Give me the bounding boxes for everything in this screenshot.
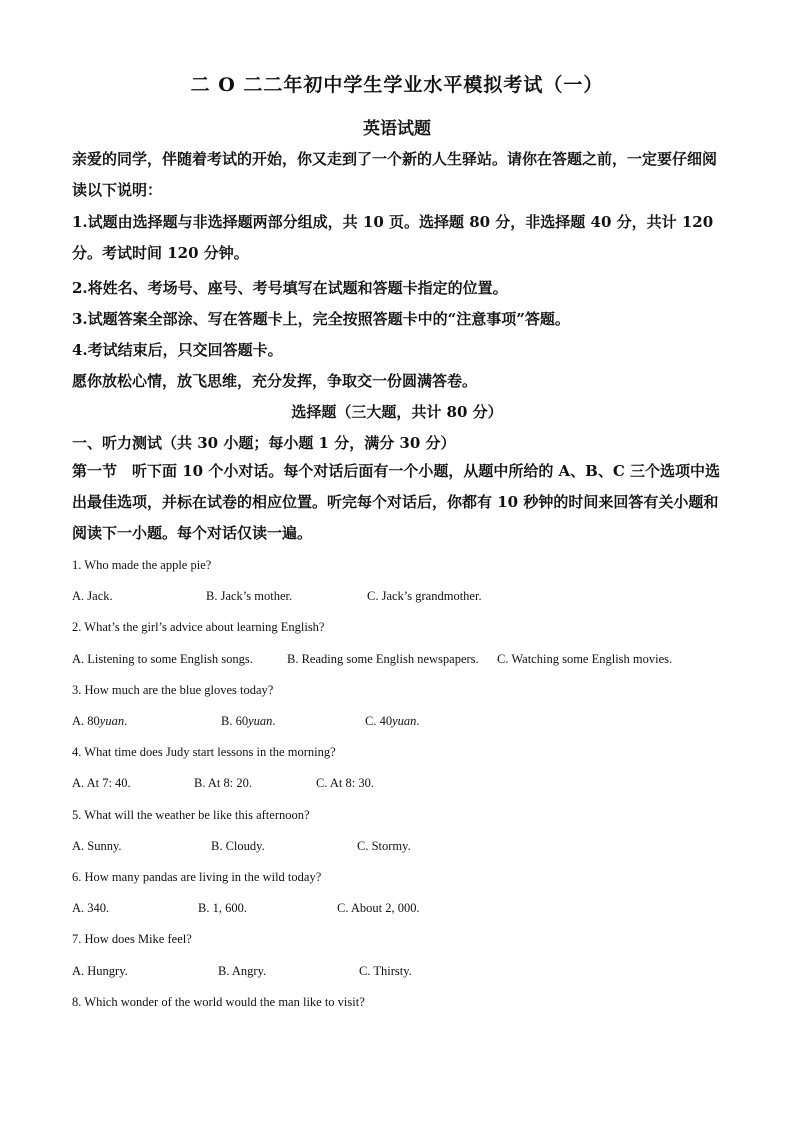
section-heading: 选择题（三大题，共计 80 分） <box>291 403 503 421</box>
rule-1: 1.试题由选择题与非选择题两部分组成，共 10 页。选择题 80 分，非选择题 40 分，共计 120 分。考试时间 120 分钟。 <box>72 213 714 262</box>
q1-option-c: C. Jack’s grandmother. <box>367 589 482 603</box>
rule-2: 2.将姓名、考场号、座号、考号填写在试题和答题卡指定的位置。 <box>72 279 508 297</box>
exam-title: 二 O 二二年初中学生学业水平模拟考试（一） <box>190 74 604 96</box>
part-1-instruction: 第一节 听下面 10 个小对话。每个对话后面有一个小题，从题中所给的 A、B、C 三个选项中选出最佳选项，并标在试卷的相应位置。听完每个对话后，你都有 10 秒钟的时间来回答有关小题和阅读下一小题。每个对话仅读一遍。 <box>72 462 721 542</box>
q3-option-c: C. 40yuan. <box>365 714 420 728</box>
q1-option-a: A. Jack. <box>72 589 113 603</box>
q7-option-c: C. Thirsty. <box>359 964 412 978</box>
q2-option-c: C. Watching some English movies. <box>497 652 673 666</box>
question-1: 1. Who made the apple pie? <box>72 558 212 572</box>
q4-option-c: C. At 8: 30. <box>316 776 374 790</box>
question-5: 5. What will the weather be like this afternoon? <box>72 808 310 822</box>
q3-option-b: B. 60yuan. <box>221 714 276 728</box>
q4-option-a: A. At 7: 40. <box>72 776 131 790</box>
question-3: 3. How much are the blue gloves today? <box>72 683 274 697</box>
q3-option-a: A. 80yuan. <box>72 714 128 728</box>
q4-option-b: B. At 8: 20. <box>194 776 252 790</box>
question-2: 2. What’s the girl’s advice about learning English? <box>72 620 325 634</box>
q1-option-b: B. Jack’s mother. <box>206 589 293 603</box>
question-6: 6. How many pandas are living in the wild today? <box>72 870 322 884</box>
exam-subtitle: 英语试题 <box>363 119 431 139</box>
q5-option-b: B. Cloudy. <box>211 839 265 853</box>
q7-option-a: A. Hungry. <box>72 964 128 978</box>
wish-text: 愿你放松心情，放飞思维，充分发挥，争取交一份圆满答卷。 <box>72 372 478 390</box>
q5-option-c: C. Stormy. <box>357 839 411 853</box>
q5-option-a: A. Sunny. <box>72 839 122 853</box>
q2-option-a: A. Listening to some English songs. <box>72 652 253 666</box>
rule-3: 3.试题答案全部涂、写在答题卡上，完全按照答题卡中的“注意事项”答题。 <box>72 310 570 328</box>
intro-greeting: 亲爱的同学，伴随着考试的开始，你又走到了一个新的人生驿站。请你在答题之前，一定要仔细阅读以下说明： <box>72 150 718 199</box>
question-7: 7. How does Mike feel? <box>72 932 192 946</box>
rule-4: 4.考试结束后，只交回答题卡。 <box>72 341 283 359</box>
question-8: 8. Which wonder of the world would the man like to visit? <box>72 995 365 1009</box>
q6-option-b: B. 1, 600. <box>198 901 247 915</box>
question-4: 4. What time does Judy start lessons in the morning? <box>72 745 336 759</box>
q7-option-b: B. Angry. <box>218 964 267 978</box>
q2-option-b: B. Reading some English newspapers. <box>287 652 479 666</box>
q6-option-a: A. 340. <box>72 901 110 915</box>
part-1-heading: 一、听力测试（共 30 小题；每小题 1 分，满分 30 分） <box>72 434 456 452</box>
q6-option-c: C. About 2, 000. <box>337 901 420 915</box>
